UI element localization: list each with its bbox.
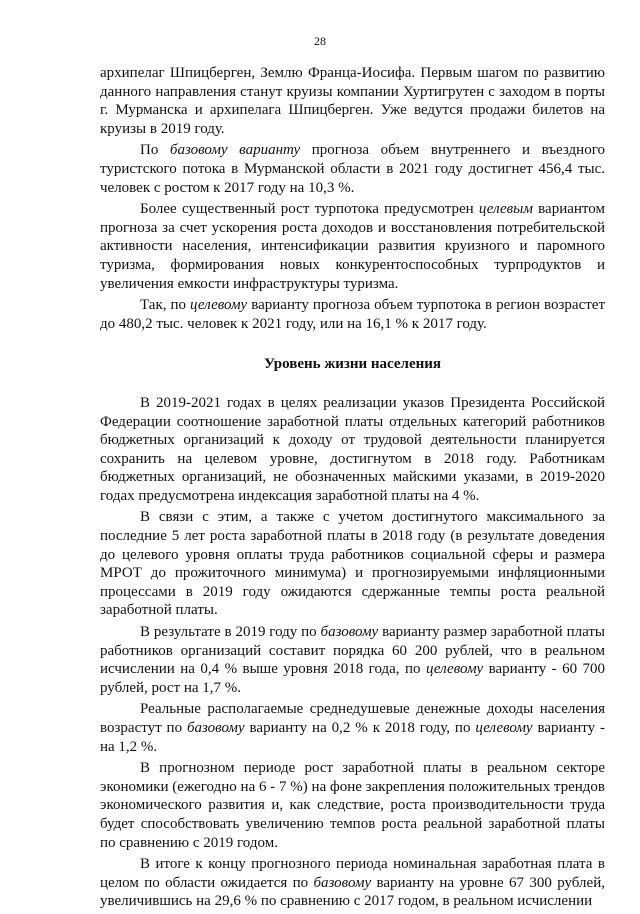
paragraph: [100, 759, 605, 852]
section-heading: Уровень жизни населения: [263, 356, 442, 373]
italic-text: целевому: [190, 297, 248, 314]
italic-text: целевым: [478, 201, 533, 218]
text-run: прогноза объем внутреннего и въездного туристского потока в Мурманской области в 2021 году достигнет 456,4 тыс. человек с ростом к 2017 году на 10,3 %.: [100, 142, 605, 196]
paragraph: [100, 508, 605, 620]
text-run: варианту прогноза объем турпотока в регион возрастет до 480,2 тыс. человек к 2021 году, или на 16,1 % к 2017 году.: [100, 297, 605, 332]
text-run: Более существенный рост турпотока предусмотрен: [140, 201, 479, 218]
italic-text: базовому: [313, 874, 372, 891]
page-number: 28: [314, 34, 326, 48]
text-run: В результате в 2019 году по: [140, 624, 321, 641]
paragraph: [100, 200, 605, 293]
paragraph: [100, 394, 605, 506]
italic-text: целевому: [425, 661, 484, 678]
text-run: В 2019-2021 годах в целях реализации указов Президента Российской Федерации соотношение заработной платы отдельных категорий работников бюджетных организаций к доходу от трудовой деятельности планируется сохранить на целевом уровне, достигнутом в 2018 году. Работникам бюджетных организаций, не обозначенных майскими указами, в 2019-2020 годах предусмотрена индексация заработной платы на 4 %.: [100, 394, 605, 504]
paragraph: [100, 855, 605, 911]
text-run: варианту на 0,2 % к 2018 году, по: [244, 720, 476, 736]
italic-text: целевому: [475, 720, 533, 736]
text-run: Так, по: [140, 297, 191, 314]
text-run: варианту размер заработной платы работников организаций составит порядка 60 200 рублей, что в реальном исчислении на 0,4 % выше уровня 2018 года, по: [100, 624, 605, 678]
text-run: варианту - 60 700 рублей, рост на 1,7 %.: [100, 661, 606, 696]
paragraph: [100, 141, 605, 197]
paragraph: [100, 64, 605, 138]
text-run: В прогнозном периоде рост заработной платы в реальном секторе экономики (ежегодно на 6 - 7 %) на фоне закрепления положительных трендов экономического развития и, как следствие, роста производительности труда будет способствовать увеличению темпов роста реальной заработной платы по сравнению с 2019 годом.: [100, 760, 605, 851]
text-run: В итоге к концу прогнозного периода номинальная заработная плата в целом по области ожидается по: [100, 856, 605, 891]
document-body: [100, 64, 605, 914]
italic-text: базовому варианту: [169, 142, 301, 159]
italic-text: базовому: [320, 624, 379, 641]
paragraph: [100, 623, 605, 697]
paragraph: [100, 296, 605, 333]
paragraph: [100, 700, 605, 756]
text-run: варианту на уровне 67 300 рублей, увеличившись на 29,6 % по сравнению с 2017 годом, в реальном исчислении: [100, 874, 605, 910]
paragraphs-after-heading: [100, 394, 605, 911]
text-run: По: [140, 142, 170, 159]
italic-text: базовому: [186, 720, 245, 736]
text-run: архипелаг Шпицберген, Землю Франца-Иосифа. Первым шагом по развитию данного направления станут круизы компании Хуртигрутен с заходом в порты г. Мурманска и архипелага Шпицберген. Уже ведутся продажи билетов на круизы в 2019 году.: [100, 65, 605, 137]
text-run: варианту - на 1,2 %.: [100, 720, 605, 755]
text-run: вариантом прогноза за счет ускорения роста доходов и восстановления потребительской активности населения, интенсификации развития круизного и паромного туризма, формирования новых конкурентоспособных турпродуктов и увеличения емкости инфраструктуры туризма.: [100, 201, 605, 292]
text-run: В связи с этим, а также с учетом достигнутого максимального за последние 5 лет роста заработной платы в 2018 году (в результате доведения до целевого уровня оплаты труда работников социальной сферы и размера МРОТ до прожиточного минимума) и прогнозируемыми инфляционными процессами в 2019 году ожидаются сдержанные темпы роста реальной заработной платы.: [100, 509, 605, 619]
paragraphs-before-heading: [100, 64, 605, 333]
text-run: Реальные располагаемые среднедушевые денежные доходы населения возрастут по: [100, 701, 605, 736]
